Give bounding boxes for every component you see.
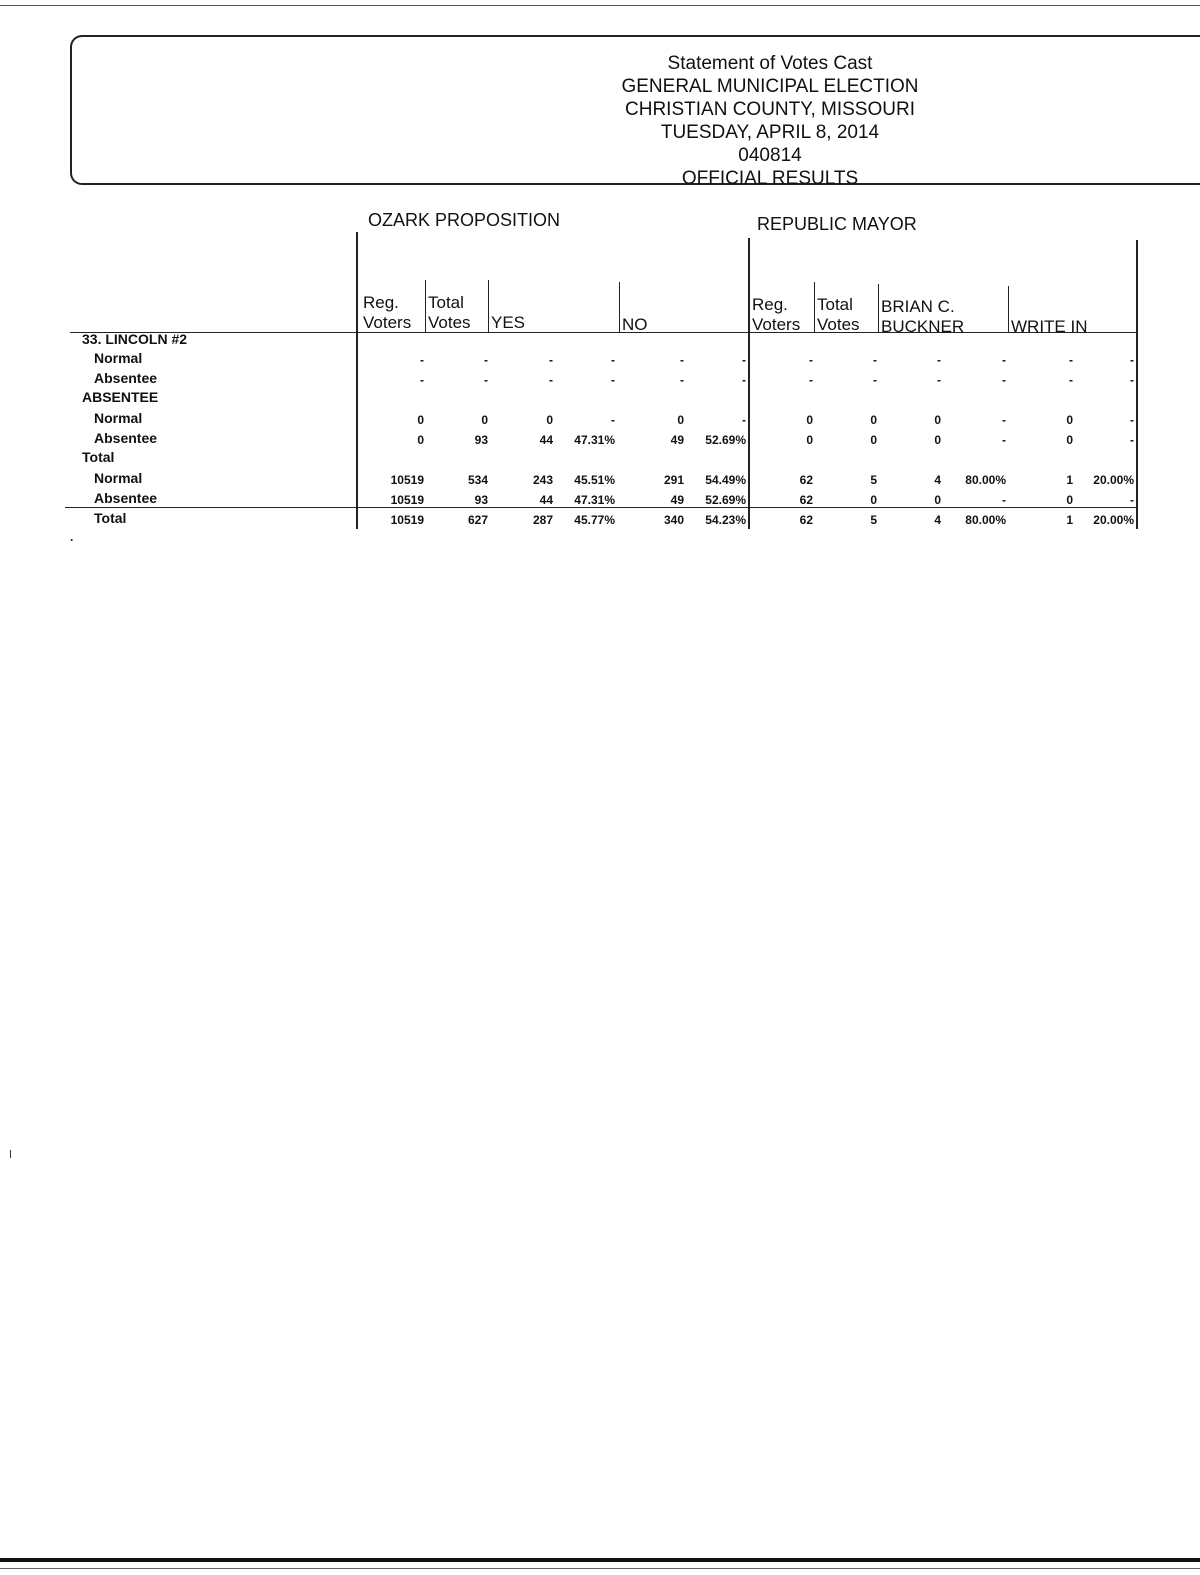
cell-reg-voters: 10519	[390, 513, 424, 527]
col-no: NO	[622, 315, 648, 334]
header-line-county: CHRISTIAN COUNTY, MISSOURI	[625, 99, 915, 120]
cell-buckner-votes: -	[937, 373, 941, 387]
cell-no-percent: -	[742, 373, 746, 387]
cell-yes-percent: -	[611, 413, 615, 427]
col-divider-total-votes	[425, 280, 426, 332]
cell-write-in-votes: -	[1069, 353, 1073, 367]
cell-write-in-percent: -	[1130, 493, 1134, 507]
cell-yes-votes: 287	[532, 513, 553, 527]
col-divider-write-in	[1008, 286, 1009, 332]
cell-mayor-reg-voters: 62	[799, 493, 813, 507]
header-underline	[70, 332, 1136, 333]
cell-yes-votes: 44	[539, 433, 553, 447]
cell-buckner-percent: -	[1002, 373, 1006, 387]
cell-yes-votes: 44	[539, 493, 553, 507]
cell-buckner-votes: -	[937, 353, 941, 367]
cell-yes-votes: -	[549, 353, 553, 367]
cell-mayor-total-votes: 0	[870, 493, 877, 507]
cell-buckner-votes: 0	[934, 493, 941, 507]
scan-speck: ·	[70, 533, 74, 547]
cell-no-percent: 52.69%	[705, 433, 746, 447]
cell-buckner-votes: 4	[934, 513, 941, 527]
col-divider-yes	[488, 280, 489, 332]
bottom-edge-rule	[0, 1558, 1200, 1562]
cell-yes-votes: 243	[532, 473, 553, 487]
cell-total-votes: 0	[481, 413, 488, 427]
cell-buckner-percent: -	[1002, 413, 1006, 427]
row-label: Absentee	[94, 370, 158, 386]
row-label: Total	[82, 449, 115, 465]
cell-yes-percent: 47.31%	[574, 433, 615, 447]
cell-buckner-percent: -	[1002, 353, 1006, 367]
cell-mayor-total-votes: 0	[870, 413, 877, 427]
top-edge-rule	[0, 5, 1200, 6]
cell-no-percent: 54.23%	[705, 513, 746, 527]
cell-mayor-total-votes: -	[873, 373, 877, 387]
cell-no-votes: 49	[670, 493, 684, 507]
cell-yes-percent: 45.77%	[574, 513, 615, 527]
col-total-votes-ozark: Total Votes	[428, 293, 471, 332]
cell-yes-percent: 47.31%	[574, 493, 615, 507]
header-line-status: OFFICIAL RESULTS	[681, 168, 859, 189]
cell-write-in-percent: -	[1130, 433, 1134, 447]
cell-total-votes: 93	[474, 493, 488, 507]
cell-no-votes: -	[680, 373, 684, 387]
cell-reg-voters: 0	[417, 433, 424, 447]
cell-reg-voters: 10519	[390, 473, 424, 487]
header-line-election: GENERAL MUNICIPAL ELECTION	[621, 76, 919, 97]
total-row-rule	[65, 507, 1136, 508]
col-reg-voters-ozark: Reg. Voters	[363, 293, 412, 332]
header-line-date: TUESDAY, APRIL 8, 2014	[660, 122, 880, 143]
cell-total-votes: 627	[467, 513, 488, 527]
row-label: 33. LINCOLN #2	[82, 331, 188, 347]
table-divider-right	[1136, 240, 1138, 529]
col-divider-no	[619, 282, 620, 332]
cell-write-in-votes: 0	[1066, 493, 1073, 507]
col-total-votes-republic: Total Votes	[817, 295, 860, 334]
cell-total-votes: 534	[467, 473, 488, 487]
cell-buckner-votes: 0	[934, 433, 941, 447]
cell-write-in-percent: -	[1130, 373, 1134, 387]
cell-total-votes: 93	[474, 433, 488, 447]
cell-yes-percent: 45.51%	[574, 473, 615, 487]
cell-yes-percent: -	[611, 353, 615, 367]
cell-buckner-votes: 4	[934, 473, 941, 487]
cell-buckner-percent: -	[1002, 493, 1006, 507]
cell-yes-percent: -	[611, 373, 615, 387]
row-label: Normal	[94, 410, 143, 426]
cell-write-in-votes: 1	[1066, 473, 1073, 487]
cell-buckner-percent: -	[1002, 433, 1006, 447]
col-reg-voters-republic: Reg. Voters	[752, 295, 801, 334]
col-write-in: WRITE IN	[1011, 317, 1088, 336]
report-header	[560, 52, 980, 190]
cell-mayor-total-votes: 5	[870, 473, 877, 487]
table-divider-middle	[748, 238, 750, 529]
row-label: Absentee	[94, 430, 158, 446]
col-brian-buckner: BRIAN C. BUCKNER	[881, 297, 965, 336]
row-label: Normal	[94, 470, 143, 486]
scan-mark	[10, 1150, 11, 1158]
cell-total-votes: -	[484, 373, 488, 387]
cell-no-percent: -	[742, 353, 746, 367]
cell-mayor-reg-voters: 62	[799, 513, 813, 527]
cell-write-in-percent: -	[1130, 353, 1134, 367]
row-label: ABSENTEE	[82, 389, 159, 405]
cell-reg-voters: 10519	[390, 493, 424, 507]
cell-no-votes: 0	[677, 413, 684, 427]
table-divider-left	[356, 232, 358, 529]
cell-mayor-total-votes: 0	[870, 433, 877, 447]
contest-title-republic: REPUBLIC MAYOR	[757, 214, 917, 234]
cell-write-in-votes: 0	[1066, 433, 1073, 447]
cell-no-votes: 340	[663, 513, 684, 527]
cell-no-votes: 291	[663, 473, 684, 487]
cell-no-percent: 54.49%	[705, 473, 746, 487]
cell-mayor-reg-voters: 62	[799, 473, 813, 487]
cell-write-in-percent: 20.00%	[1093, 473, 1134, 487]
bottom-edge-rule-thin	[0, 1568, 1200, 1569]
cell-reg-voters: -	[420, 353, 424, 367]
cell-yes-votes: -	[549, 373, 553, 387]
cell-mayor-reg-voters: 0	[806, 433, 813, 447]
row-label: Absentee	[94, 490, 158, 506]
header-line-code: 040814	[738, 145, 802, 166]
cell-write-in-votes: -	[1069, 373, 1073, 387]
cell-write-in-votes: 1	[1066, 513, 1073, 527]
header-line-statement: Statement of Votes Cast	[667, 53, 873, 74]
col-divider-mayor-total	[814, 282, 815, 332]
cell-mayor-reg-voters: -	[809, 353, 813, 367]
cell-mayor-reg-voters: -	[809, 373, 813, 387]
cell-write-in-percent: 20.00%	[1093, 513, 1134, 527]
cell-no-votes: -	[680, 353, 684, 367]
cell-write-in-votes: 0	[1066, 413, 1073, 427]
cell-total-votes: -	[484, 353, 488, 367]
cell-buckner-votes: 0	[934, 413, 941, 427]
cell-buckner-percent: 80.00%	[965, 513, 1006, 527]
cell-write-in-percent: -	[1130, 413, 1134, 427]
cell-buckner-percent: 80.00%	[965, 473, 1006, 487]
row-label: Total	[94, 510, 127, 526]
row-label: Normal	[94, 350, 143, 366]
cell-yes-votes: 0	[546, 413, 553, 427]
cell-mayor-total-votes: 5	[870, 513, 877, 527]
cell-reg-voters: 0	[417, 413, 424, 427]
cell-no-votes: 49	[670, 433, 684, 447]
col-yes: YES	[491, 313, 526, 332]
cell-no-percent: 52.69%	[705, 493, 746, 507]
col-divider-buckner	[878, 284, 879, 332]
cell-mayor-reg-voters: 0	[806, 413, 813, 427]
cell-no-percent: -	[742, 413, 746, 427]
cell-reg-voters: -	[420, 373, 424, 387]
contest-title-ozark: OZARK PROPOSITION	[368, 210, 561, 230]
cell-mayor-total-votes: -	[873, 353, 877, 367]
